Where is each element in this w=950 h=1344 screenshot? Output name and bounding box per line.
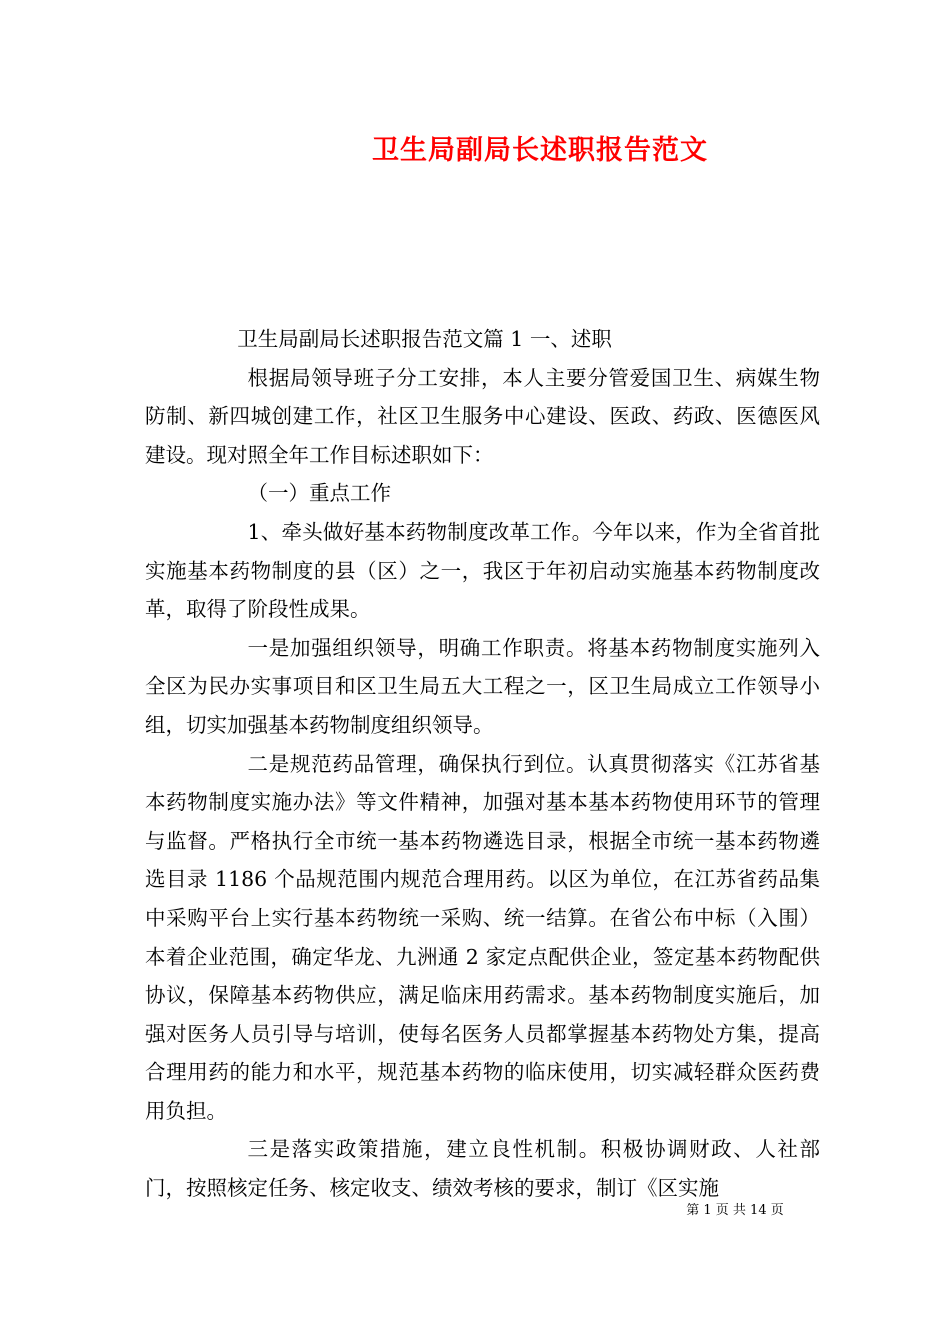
- document-body: [145, 320, 820, 1208]
- paragraph-point-3: 三是落实政策措施，建立良性机制。积极协调财政、人社部门，按照核定任务、核定收支、绩效考核的要求，制订《区实施: [145, 1137, 820, 1201]
- paragraph-point-2: 二是规范药品管理，确保执行到位。认真贯彻落实《江苏省基本药物制度实施办法》等文件精神，加强对基本基本药物使用环节的管理与监督。严格执行全市统一基本药物遴选目录，根据全市统一基本药物遴选目录 1186 个品规范围内规范合理用药。以区为单位，在江苏省药品集中采购平台上实行基本药物统一采购、统一结算。在省公布中标（入围）本着企业范围，确定华龙、九洲通 2 家定点配供企业，签定基本药物配供协议，保障基本药物供应，满足临床用药需求。基本药物制度实施后，加强对医务人员引导与培训，使每名医务人员都掌握基本药物处方集，提高合理用药的能力和水平，规范基本药物的临床使用，切实减轻群众医药费用负担。: [145, 751, 820, 1123]
- section-heading: 卫生局副局长述职报告范文篇 1 一、述职: [237, 327, 612, 351]
- page-number-footer: 第 1 页 共 14 页: [686, 1203, 784, 1218]
- subheading-key-work: （一）重点工作: [247, 481, 391, 506]
- paragraph-item-1: 1、牵头做好基本药物制度改革工作。今年以来，作为全省首批实施基本药物制度的县（区）之一，我区于年初启动实施基本药物制度改革，取得了阶段性成果。: [145, 519, 820, 622]
- document-title: 卫生局副局长述职报告范文: [372, 135, 708, 166]
- paragraph-intro: 根据局领导班子分工安排，本人主要分管爱国卫生、病媒生物防制、新四城创建工作，社区卫生服务中心建设、医政、药政、医德医风建设。现对照全年工作目标述职如下：: [145, 365, 820, 467]
- paragraph-point-1: 一是加强组织领导，明确工作职责。将基本药物制度实施列入全区为民办实事项目和区卫生局五大工程之一，区卫生局成立工作领导小组，切实加强基本药物制度组织领导。: [145, 635, 820, 737]
